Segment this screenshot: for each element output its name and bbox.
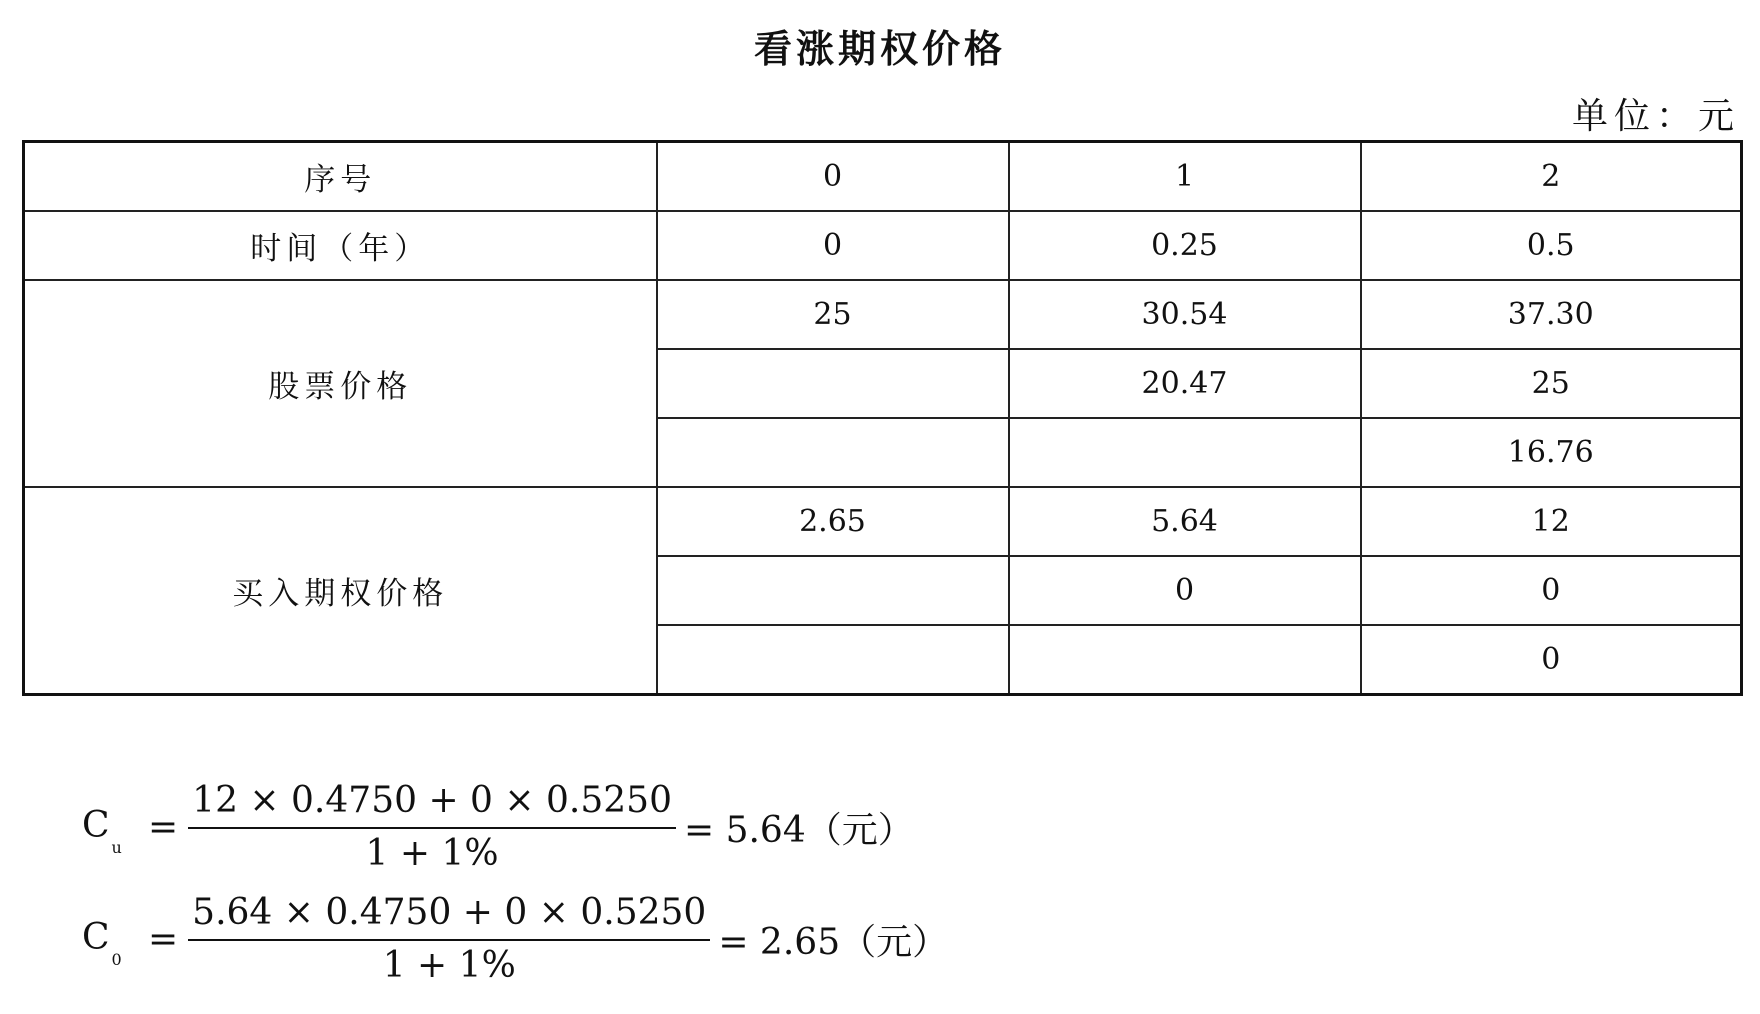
table-cell [657, 556, 1009, 625]
formula-symbol: C [82, 804, 110, 846]
row-label: 买入期权价格 [24, 487, 657, 695]
table-row-stock [24, 280, 1742, 349]
table-cell: 2.65 [657, 487, 1009, 556]
row-label: 序号 [24, 142, 657, 212]
numerator: 5.64 × 0.4750 + 0 × 0.5250 [188, 892, 710, 941]
equals-sign: = [148, 806, 179, 848]
formula-cu [82, 780, 914, 874]
denominator: 1 + 1% [382, 945, 516, 986]
table-row-time [24, 211, 1742, 280]
table-cell: 0 [1361, 556, 1742, 625]
table-cell: 20.47 [1009, 349, 1361, 418]
denominator: 1 + 1% [365, 833, 499, 874]
table-cell: 0 [1361, 625, 1742, 695]
table-cell: 30.54 [1009, 280, 1361, 349]
formula-symbol: C [82, 916, 110, 958]
fraction [188, 780, 676, 874]
table-cell [657, 418, 1009, 487]
table-cell: 0 [657, 142, 1009, 212]
formula-result: = 5.64（元） [683, 809, 914, 851]
table-cell: 5.64 [1009, 487, 1361, 556]
formula-subscript: 0 [111, 950, 122, 970]
table-cell: 16.76 [1361, 418, 1742, 487]
formula-subscript: u [111, 838, 122, 858]
table-cell: 25 [657, 280, 1009, 349]
table-cell [657, 349, 1009, 418]
table-cell: 25 [1361, 349, 1742, 418]
fraction [188, 892, 710, 986]
table-cell [657, 625, 1009, 695]
formula-c0 [82, 892, 948, 986]
unit-label: 单位：元 [1571, 96, 1740, 137]
formula-lhs [82, 916, 138, 970]
table-cell: 1 [1009, 142, 1361, 212]
table-cell [1009, 418, 1361, 487]
table-row-option [24, 487, 1742, 556]
row-label: 时间（年） [24, 211, 657, 280]
row-label: 股票价格 [24, 280, 657, 487]
table-cell: 0.25 [1009, 211, 1361, 280]
table-cell [1009, 625, 1361, 695]
page-title: 看涨期权价格 [753, 27, 1006, 71]
call-option-table [22, 140, 1743, 696]
table-cell: 0 [657, 211, 1009, 280]
formula-result: = 2.65（元） [718, 921, 949, 963]
table-cell: 12 [1361, 487, 1742, 556]
table-cell: 2 [1361, 142, 1742, 212]
formula-lhs [82, 804, 138, 858]
equals-sign: = [148, 918, 179, 960]
table-cell: 37.30 [1361, 280, 1742, 349]
table-cell: 0.5 [1361, 211, 1742, 280]
table-row-index [24, 142, 1742, 212]
numerator: 12 × 0.4750 + 0 × 0.5250 [188, 780, 676, 829]
table-cell: 0 [1009, 556, 1361, 625]
